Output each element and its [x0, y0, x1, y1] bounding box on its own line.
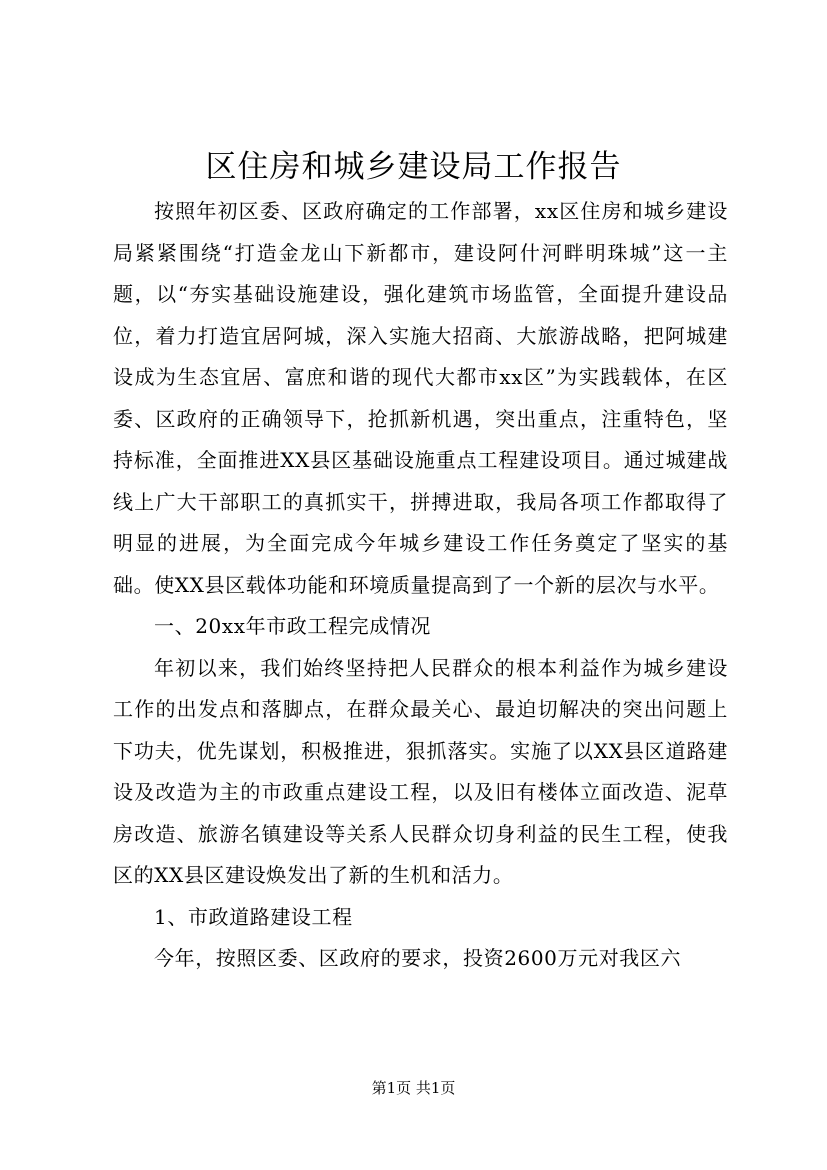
subsection-paragraph: 今年，按照区委、区政府的要求，投资2600万元对我区六 — [154, 946, 682, 970]
subsection-heading: 1、市政道路建设工程 — [154, 904, 353, 929]
document-body — [113, 191, 728, 980]
section-heading: 一、20xx年市政工程完成情况 — [154, 614, 432, 638]
document-title: 区住房和城乡建设局工作报告 — [205, 149, 622, 185]
section-paragraph: 年初以来，我们始终坚持把人民群众的根本利益作为城乡建设工作的出发点和落脚点，在群众最关心、最迫切解决的突出问题上下功夫，优先谋划，积极推进，狠抓落实。实施了以XX县区道路建设及改造为主的市政重点建设工程，以及旧有楼体立面改造、泥草房改造、旅游名镇建设等关系人民群众切身利益的民生工程，使我区的XX县区建设焕发出了新的生机和活力。 — [113, 655, 728, 887]
intro-paragraph: 按照年初区委、区政府确定的工作部署，xx区住房和城乡建设局紧紧围绕“打造金龙山下新都市，建设阿什河畔明珠城”这一主题，以“夯实基础设施建设，强化建筑市场监管，全面提升建设品位，着力打造宜居阿城，深入实施大招商、大旅游战略，把阿城建设成为生态宜居、富庶和谐的现代大都市xx区”为实践载体，在区委、区政府的正确领导下，抢抓新机遇，突出重点，注重特色，坚持标准，全面推进XX县区基础设施重点工程建设项目。通过城建战线上广大干部职工的真抓实干，拼搏进取，我局各项工作都取得了明显的进展，为全面完成今年城乡建设工作任务奠定了坚实的基础。使XX县区载体功能和环境质量提高到了一个新的层次与水平。 — [113, 199, 728, 597]
page-number-footer: 第1页 共1页 — [371, 1079, 456, 1097]
